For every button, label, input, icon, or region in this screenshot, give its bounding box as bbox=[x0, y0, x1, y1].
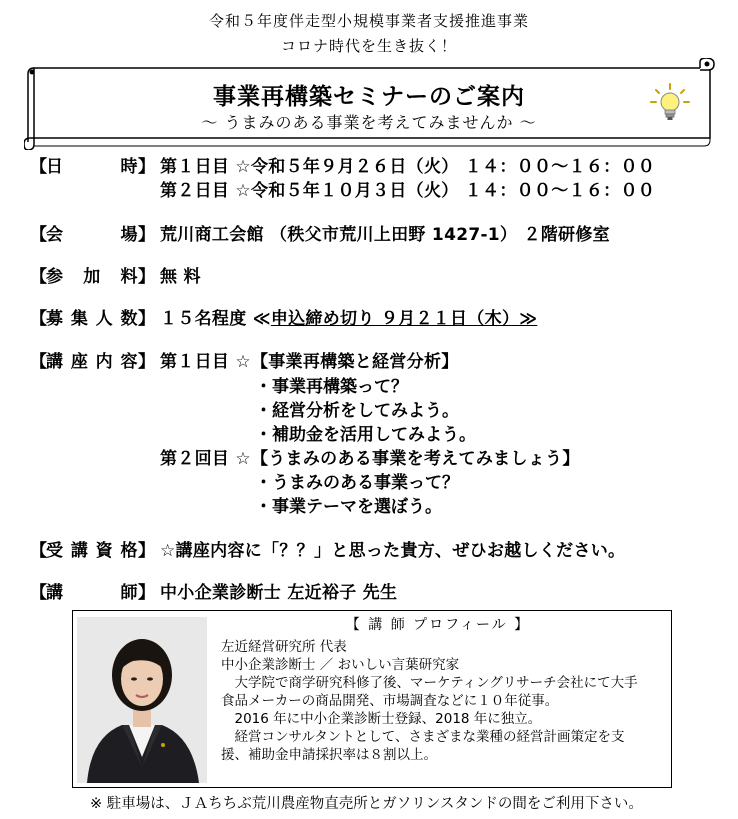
deadline: 申込締め切り ９月２１日（木）≫ bbox=[270, 309, 538, 329]
content-day2-title: 第２回目 ☆【うまみのある事業を考えてみましょう】 bbox=[160, 449, 580, 469]
profile-line: 2016 年に中小企業診断士登録、2018 年に独立。 bbox=[221, 711, 542, 727]
content-day1-item: ・事業再構築って？ bbox=[255, 377, 408, 397]
venue-value: 荒川商工会館 （秩父市荒川上田野 1427-1） ２階研修室 bbox=[160, 225, 610, 245]
profile-line: 経営コンサルタントとして、さまざまな業種の経営計画策定を支 bbox=[221, 729, 625, 745]
instructor-photo bbox=[77, 617, 207, 783]
banner-title: 事業再構築セミナーのご案内 bbox=[213, 84, 525, 110]
instructor-profile-box bbox=[72, 610, 672, 788]
program-title: 令和５年度伴走型小規模事業者支援推進事業 bbox=[208, 12, 529, 30]
content-day2-item: ・事業テーマを選ぼう。 bbox=[255, 497, 442, 517]
profile-line: 食品メーカーの商品開発、市場調査などに１０年従事。 bbox=[221, 693, 559, 709]
content-day1-item: ・補助金を活用してみよう。 bbox=[255, 425, 476, 445]
content-day1-item: ・経営分析をしてみよう。 bbox=[255, 401, 459, 421]
profile-line: 中小企業診断士 ／ おいしい言葉研究家 bbox=[221, 657, 460, 673]
profile-line: 左近経営研究所 代表 bbox=[221, 639, 347, 655]
date-day2: 第２日目 ☆令和５年１０月３日（火） １４：００～１６：００ bbox=[160, 181, 656, 201]
capacity-value: １５名程度 ≪申込締め切り ９月２１日（木）≫ bbox=[160, 309, 538, 329]
content-day1-title: 第１日目 ☆【事業再構築と経営分析】 bbox=[160, 352, 459, 372]
profile-line: 大学院で商学研究科修了後、マーケティングリサーチ会社にて大手 bbox=[221, 675, 638, 691]
date-day1: 第１日目 ☆令和５年９月２６日（火） １４：００～１６：００ bbox=[160, 157, 656, 177]
content-day2-item: ・うまみのある事業って？ bbox=[255, 473, 459, 493]
program-subtitle: コロナ時代を生き抜く！ bbox=[280, 37, 457, 55]
lightbulb-icon bbox=[648, 82, 692, 130]
profile-heading: 【 講 師 プロフィール 】 bbox=[345, 617, 531, 633]
banner-subtitle: ～ うまみのある事業を考えてみませんか ～ bbox=[201, 113, 537, 132]
eligibility-value: ☆講座内容に「？？」と思った貴方、ぜひお越しください。 bbox=[160, 541, 626, 561]
profile-line: 援、補助金申請採択率は８割以上。 bbox=[221, 747, 437, 763]
fee-value: 無 料 bbox=[160, 267, 201, 287]
parking-note: ※ 駐車場は、ＪＡちちぶ荒川農産物直売所とガソリンスタンドの間をご利用下さい。 bbox=[90, 796, 643, 812]
instructor-value: 中小企業診断士 左近裕子 先生 bbox=[160, 583, 398, 603]
